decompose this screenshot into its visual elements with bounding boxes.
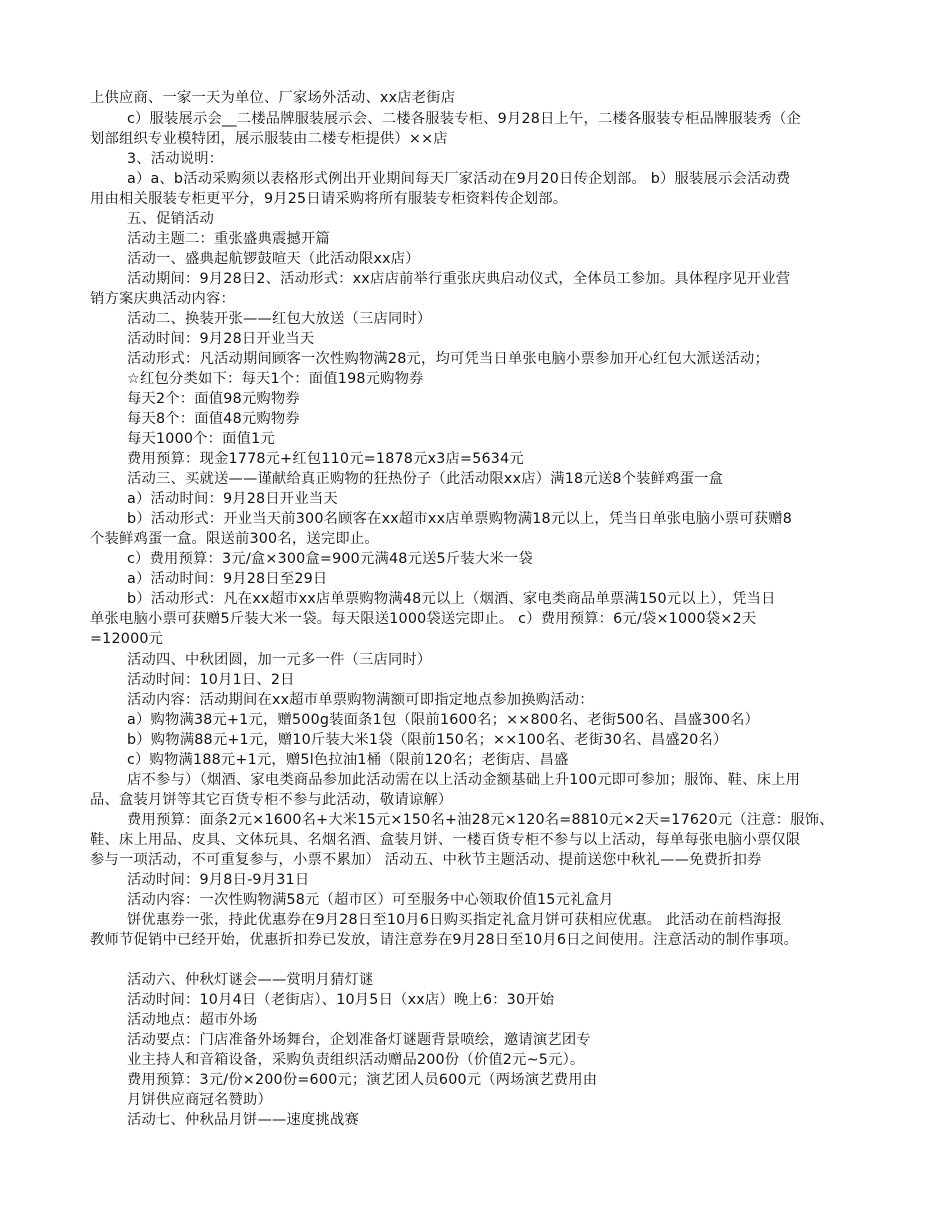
text-line: a）a、b活动采购须以表格形式例出开业期间每天厂家活动在9月20日传企划部。 b）服装展示会活动费: [127, 171, 791, 187]
text-line: 销方案庆典活动内容：: [90, 291, 235, 307]
text-line: 活动一、盛典起航锣鼓喧天（此活动限xx店）: [127, 251, 420, 267]
text-line: 活动时间：10月1日、2日: [127, 672, 295, 688]
text-line: 费用预算：3元/份×200份=600元；演艺团人员600元（两场演艺费用由: [127, 1072, 598, 1088]
text-line: 每天1000个：面值1元: [127, 431, 275, 447]
text-line: 月饼供应商冠名赞助）: [127, 1092, 272, 1108]
text-line: 用由相关服装专柜更平分，9月25日请采购将所有服装专柜资料传企划部。: [90, 191, 568, 207]
text-line: 参与一项活动，不可重复参与，小票不累加） 活动五、中秋节主题活动、提前送您中秋礼——免费折扣券: [90, 852, 762, 868]
text-line: 活动主题二：重张盛典震撼开篇: [127, 231, 330, 247]
text-line: 教师节促销中已经开始，优惠折扣券已发放，请注意券在9月28日至10月6日之间使用。注意活动的制作事项。: [90, 932, 799, 948]
text-line: 店不参与）（烟酒、家电类商品参加此活动需在以上活动金额基础上升100元即可参加；服饰、鞋、床上用: [127, 772, 801, 788]
text-line: 费用预算：面条2元×1600名+大米15元×150名+油28元×120名=8810元×2天=17620元（注意：服饰、: [127, 812, 834, 828]
text-line: 费用预算：现金1778元+红包110元=1878元x3店=5634元: [127, 451, 524, 467]
text-line: 鞋、床上用品、皮具、文体玩具、名烟名酒、盒装月饼、一楼百货专柜不参与以上活动，每单每张电脑小票仅限: [90, 832, 801, 848]
text-line: 品、盒装月饼等其它百货专柜不参与此活动，敬请谅解）: [90, 792, 453, 808]
text-line: 活动二、换装开张——红包大放送（三店同时）: [127, 311, 432, 327]
text-line: 每天8个：面值48元购物券: [127, 411, 300, 427]
text-line: 活动四、中秋团圆，加一元多一件（三店同时）: [127, 652, 432, 668]
text-line: a）活动时间：9月28日开业当天: [127, 491, 338, 507]
text-line: b）活动形式：凡在xx超市xx店单票购物满48元以上（烟酒、家电类商品单票满150元以上），凭当日: [127, 591, 776, 607]
text-line: c）费用预算：3元/盒×300盒=900元满48元送5斤装大米一袋: [127, 551, 533, 567]
section-heading: 五、促销活动: [127, 211, 214, 227]
text-line: 划部组织专业模特团，展示服装由二楼专柜提供）××店: [90, 131, 448, 147]
text-line: 活动七、仲秋品月饼——速度挑战赛: [127, 1112, 359, 1128]
text-line: 活动时间：10月4日（老街店）、10月5日（xx店）晚上6：30开始: [127, 992, 555, 1008]
text-line: =12000元: [90, 631, 164, 647]
text-line: 活动时间：9月28日开业当天: [127, 331, 315, 347]
text-line: a）活动时间：9月28日至29日: [127, 571, 328, 587]
text-line: 上供应商、一家一天为单位、厂家场外活动、xx店老街店: [90, 90, 456, 106]
text-line: b）购物满88元+1元，赠10斤装大米1袋（限前150名；××100名、老街30名、昌盛20名）: [127, 732, 728, 748]
text-line: 个装鲜鸡蛋一盒。限送前300名，送完即止。: [90, 531, 379, 547]
text-line: 活动六、仲秋灯谜会——赏明月猜灯谜: [127, 972, 374, 988]
text-line: a）购物满38元+1元，赠500g装面条1包（限前1600名；××800名、老街500名、昌盛300名）: [127, 712, 760, 728]
text-line: c）服装展示会__二楼品牌服装展示会、二楼各服装专柜、9月28日上午，二楼各服装专柜品牌服装秀（企: [127, 111, 802, 127]
text-line: 活动三、买就送——谨献给真正购物的狂热份子（此活动限xx店）满18元送8个装鲜鸡蛋一盒: [127, 471, 724, 487]
text-line: 活动内容：一次性购物满58元（超市区）可至服务中心领取价值15元礼盒月: [127, 892, 614, 908]
text-line: 活动内容：活动期间在xx超市单票购物满额可即指定地点参加换购活动：: [127, 692, 594, 708]
text-line: 饼优惠券一张，持此优惠券在9月28日至10月6日购买指定礼盒月饼可获相应优惠。 此活动在前档海报: [127, 912, 782, 928]
text-line: ☆红包分类如下：每天1个：面值198元购物券: [127, 371, 424, 387]
text-line: 单张电脑小票可获赠5斤装大米一袋。每天限送1000袋送完即止。 c）费用预算：6元/袋×1000袋×2天: [90, 611, 757, 627]
text-line: 3、活动说明：: [127, 151, 224, 167]
text-line: 活动地点：超市外场: [127, 1012, 258, 1028]
text-line: 业主持人和音箱设备，采购负责组织活动赠品200份（价值2元~5元）。: [127, 1052, 585, 1068]
text-line: c）购物满188元+1元，赠5l色拉油1桶（限前120名；老街店、昌盛: [127, 752, 569, 768]
text-line: 每天2个：面值98元购物券: [127, 391, 300, 407]
text-line: 活动时间：9月8日-9月31日: [127, 872, 310, 888]
text-line: 活动形式：凡活动期间顾客一次性购物满28元，均可凭当日单张电脑小票参加开心红包大派送活动；: [127, 351, 769, 367]
text-line: 活动期间：9月28日2、活动形式：xx店店前举行重张庆典启动仪式，全体员工参加。具体程序见开业营: [127, 271, 791, 287]
text-line: 活动要点：门店准备外场舞台，企划准备灯谜题背景喷绘，邀请演艺团专: [127, 1032, 591, 1048]
text-line: b）活动形式：开业当天前300名顾客在xx超市xx店单票购物满18元以上，凭当日单张电脑小票可获赠8: [127, 511, 793, 527]
